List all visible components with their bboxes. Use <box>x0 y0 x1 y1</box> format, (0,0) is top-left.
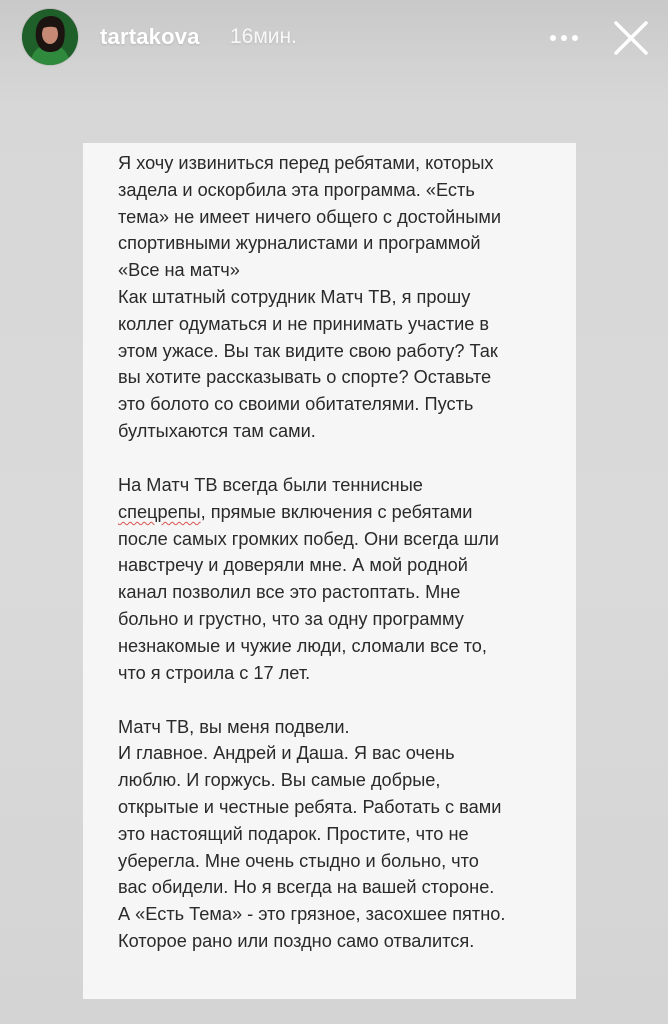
note-line: это настоящий подарок. Простите, что не <box>118 823 469 844</box>
note-line: это болото со своими обитателями. Пусть <box>118 394 474 415</box>
profile-avatar[interactable] <box>22 9 78 65</box>
note-line: коллег одуматься и не принимать участие в <box>118 313 490 334</box>
note-line: Я хочу извиниться перед ребятами, которых <box>118 153 494 173</box>
paragraph-gap <box>118 445 568 472</box>
note-line: На Матч ТВ всегда были теннисные <box>118 474 423 495</box>
note-line: что я строила с 17 лет. <box>118 662 311 683</box>
note-line: задела и оскорбила эта программа. «Есть <box>118 179 475 200</box>
note-line: навстречу и доверяли мне. А мой родной <box>118 555 468 576</box>
note-line-rest: , прямые включения с ребятами <box>200 501 473 522</box>
close-icon[interactable] <box>610 17 652 59</box>
post-time: 16мин. <box>230 25 297 48</box>
note-line: вы хотите рассказывать о спорте? Оставьте <box>118 367 492 388</box>
note-line: после самых громких побед. Они всегда шли <box>118 528 500 549</box>
note-line: люблю. И горжусь. Вы самые добрые, <box>118 770 441 791</box>
username[interactable]: tartakova <box>100 24 200 49</box>
note-line: этом ужасе. Вы так видите свою работу? Так <box>118 340 498 361</box>
note-line: тема» не имеет ничего общего с достойными <box>118 206 502 227</box>
note-line: Которое рано или поздно само отвалится. <box>118 930 475 951</box>
note-line: канал позволил все это растоптать. Мне <box>118 582 461 603</box>
note-line: открытые и честные ребята. Работать с вами <box>118 796 502 817</box>
paragraph-gap <box>118 686 568 713</box>
note-line: спортивными журналистами и программой <box>118 233 481 254</box>
note-line <box>118 499 568 526</box>
note-line: «Все на матч» <box>118 260 240 281</box>
note-line: А «Есть Тема» - это грязное, засохшее пятно. <box>118 904 506 925</box>
note-line: Как штатный сотрудник Матч ТВ, я прошу <box>118 286 471 307</box>
avatar-image <box>22 9 78 65</box>
story-header <box>0 0 668 80</box>
note-line: бултыхаются там сами. <box>118 420 316 441</box>
note-line: уберегла. Мне очень стыдно и больно, что <box>118 850 479 871</box>
spellcheck-word[interactable]: спецрепы <box>118 501 201 522</box>
note-line: больно и грустно, что за одну программу <box>118 608 464 629</box>
note-line: вас обидели. Но я всегда на вашей стороне. <box>118 877 495 898</box>
note-line: Матч ТВ, вы меня подвели. <box>118 716 350 737</box>
more-horizontal-icon[interactable] <box>546 20 582 56</box>
note-line: незнакомые и чужие люди, сломали все то, <box>118 635 487 656</box>
note-text <box>118 150 568 955</box>
note-line: И главное. Андрей и Даша. Я вас очень <box>118 743 455 764</box>
